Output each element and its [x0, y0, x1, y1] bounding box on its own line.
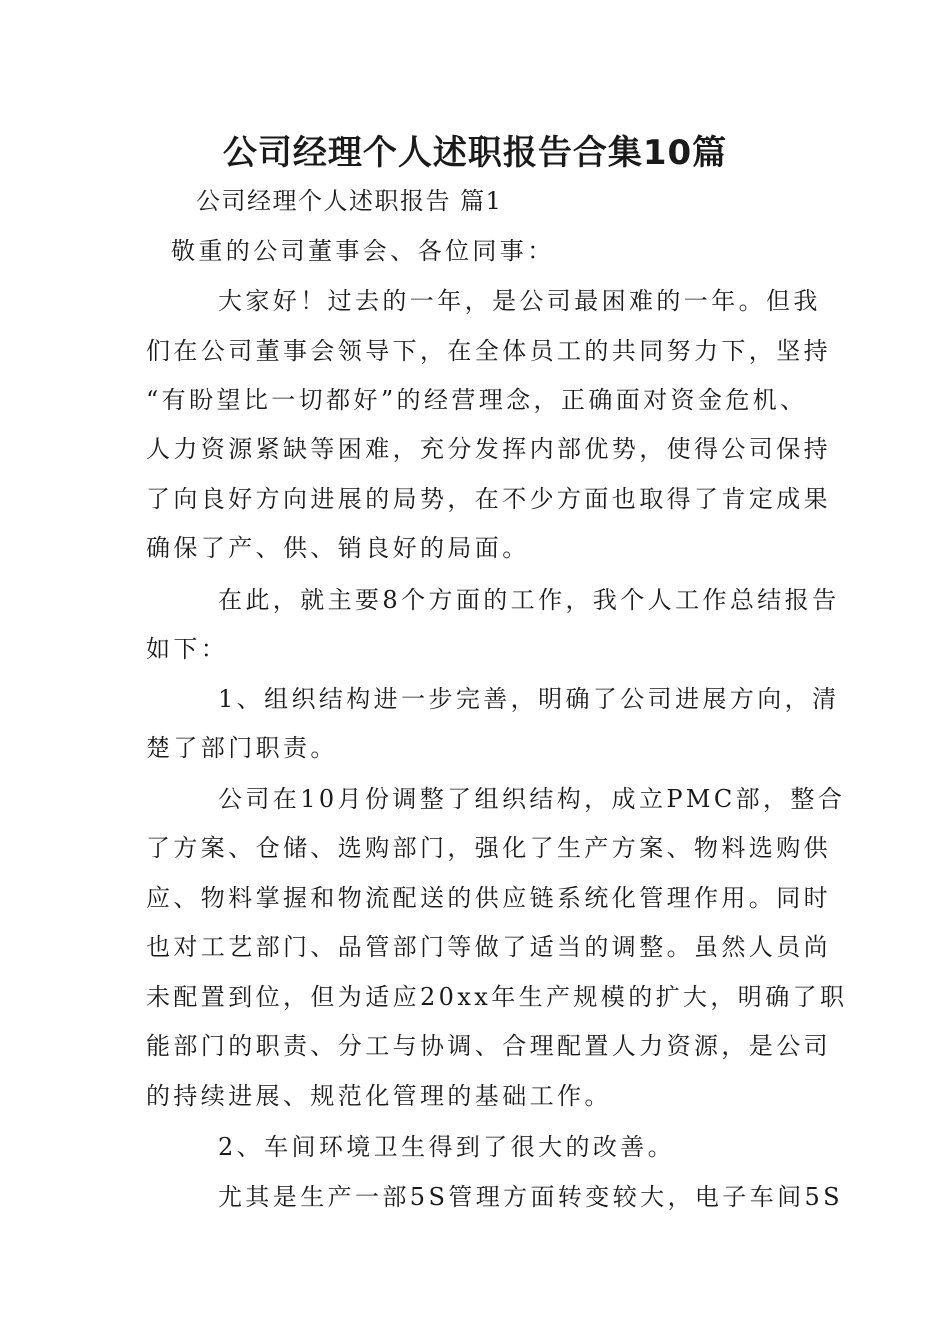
- body-line: 楚了部门职责。: [146, 734, 338, 762]
- body-line: “有盼望比一切都好”的经营理念，正确面对资金危机、: [146, 386, 808, 414]
- body-line: 应、物料掌握和物流配送的供应链系统化管理作用。同时: [146, 884, 831, 912]
- body-line: 了方案、仓储、选购部门，强化了生产方案、物料选购供: [146, 834, 831, 862]
- salutation: 敬重的公司董事会、各位同事：: [171, 237, 555, 265]
- document-title: 公司经理个人述职报告合集10篇: [222, 133, 728, 173]
- body-line: 了向良好方向进展的局势，在不少方面也取得了肯定成果: [146, 485, 831, 513]
- body-line: 在此，就主要8个方面的工作，我个人工作总结报告: [218, 586, 840, 614]
- body-line: 们在公司董事会领导下，在全体员工的共同努力下，坚持: [146, 337, 831, 365]
- body-line: 能部门的职责、分工与协调、合理配置人力资源，是公司: [146, 1032, 831, 1060]
- section-heading: 公司经理个人述职报告 篇1: [196, 187, 503, 215]
- body-line: 公司在10月份调整了组织结构，成立PMC部，整合: [218, 785, 846, 813]
- body-line: 尤其是生产一部5S管理方面转变较大，电子车间5S: [218, 1183, 844, 1211]
- body-line: 的持续进展、规范化管理的基础工作。: [146, 1082, 612, 1110]
- body-line: 也对工艺部门、品管部门等做了适当的调整。虽然人员尚: [146, 933, 831, 961]
- body-line: 未配置到位，但为适应20xx年生产规模的扩大，明确了职: [146, 983, 848, 1011]
- body-line: 2、车间环境卫生得到了很大的改善。: [218, 1133, 676, 1161]
- body-line: 大家好！过去的一年，是公司最困难的一年。但我: [218, 287, 821, 315]
- body-line: 确保了产、供、销良好的局面。: [146, 534, 530, 562]
- body-line: 如下：: [146, 635, 229, 663]
- body-line: 人力资源紧缺等困难，充分发挥内部优势，使得公司保持: [146, 435, 831, 463]
- body-line: 1、组织结构进一步完善，明确了公司进展方向，清: [218, 685, 840, 713]
